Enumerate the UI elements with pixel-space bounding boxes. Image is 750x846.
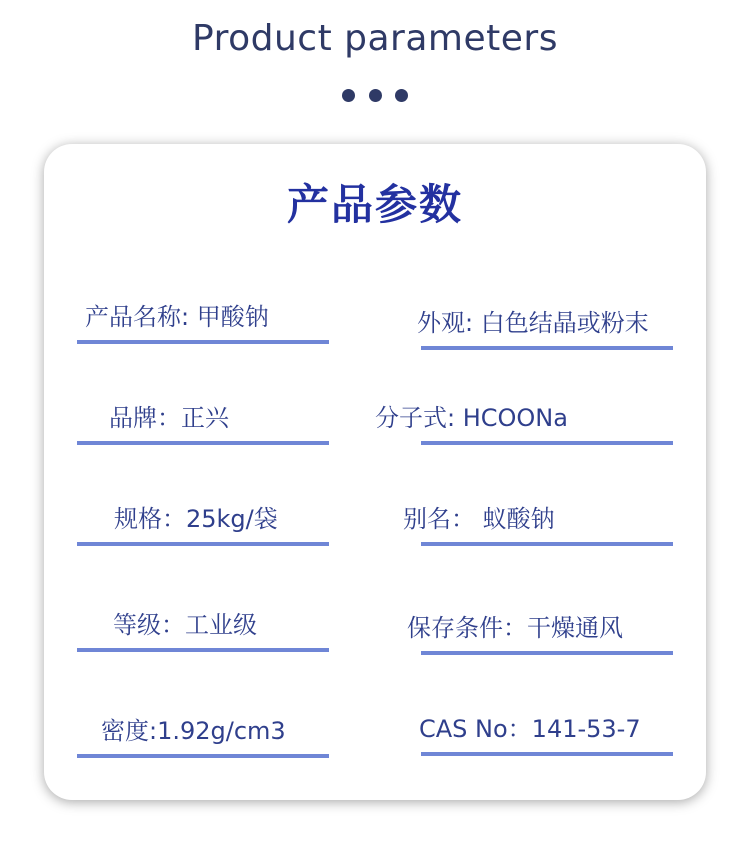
dot-icon	[369, 89, 382, 102]
field-formula	[375, 401, 673, 445]
field-storage	[407, 611, 673, 655]
field-label-value: CAS No：141-53-7	[419, 715, 641, 743]
field-label-value: 规格：25kg/袋	[114, 505, 278, 533]
field-label-value: 别名： 蚁酸钠	[403, 505, 555, 533]
field-label-value: 分子式: HCOONa	[375, 404, 568, 432]
field-label-value: 保存条件：干燥通风	[407, 614, 623, 642]
field-brand	[77, 401, 329, 445]
field-underline	[77, 754, 329, 758]
field-underline	[421, 346, 673, 350]
page-header-title: Product parameters	[192, 18, 558, 59]
field-alias	[403, 502, 673, 546]
field-label-value: 等级：工业级	[113, 611, 257, 639]
field-underline	[77, 542, 329, 546]
field-appearance	[417, 306, 673, 350]
field-underline	[421, 651, 673, 655]
field-underline	[77, 441, 329, 445]
card-title: 产品参数	[286, 180, 463, 229]
field-density	[77, 714, 329, 758]
field-underline	[421, 542, 673, 546]
field-underline	[77, 340, 329, 344]
dot-icon	[342, 89, 355, 102]
decorative-dots	[342, 89, 408, 103]
field-label-value: 外观: 白色结晶或粉末	[417, 309, 649, 337]
field-product-name	[77, 300, 329, 344]
field-spec	[77, 502, 329, 546]
field-label-value: 产品名称: 甲酸钠	[85, 303, 269, 331]
field-underline	[77, 648, 329, 652]
parameters-card	[44, 144, 706, 800]
field-cas-number	[421, 712, 673, 756]
field-underline	[421, 441, 673, 445]
field-grade	[77, 608, 329, 652]
field-label-value: 品牌：正兴	[109, 404, 229, 432]
dot-icon	[395, 89, 408, 102]
field-label-value: 密度:1.92g/cm3	[101, 717, 286, 745]
field-underline	[421, 752, 673, 756]
